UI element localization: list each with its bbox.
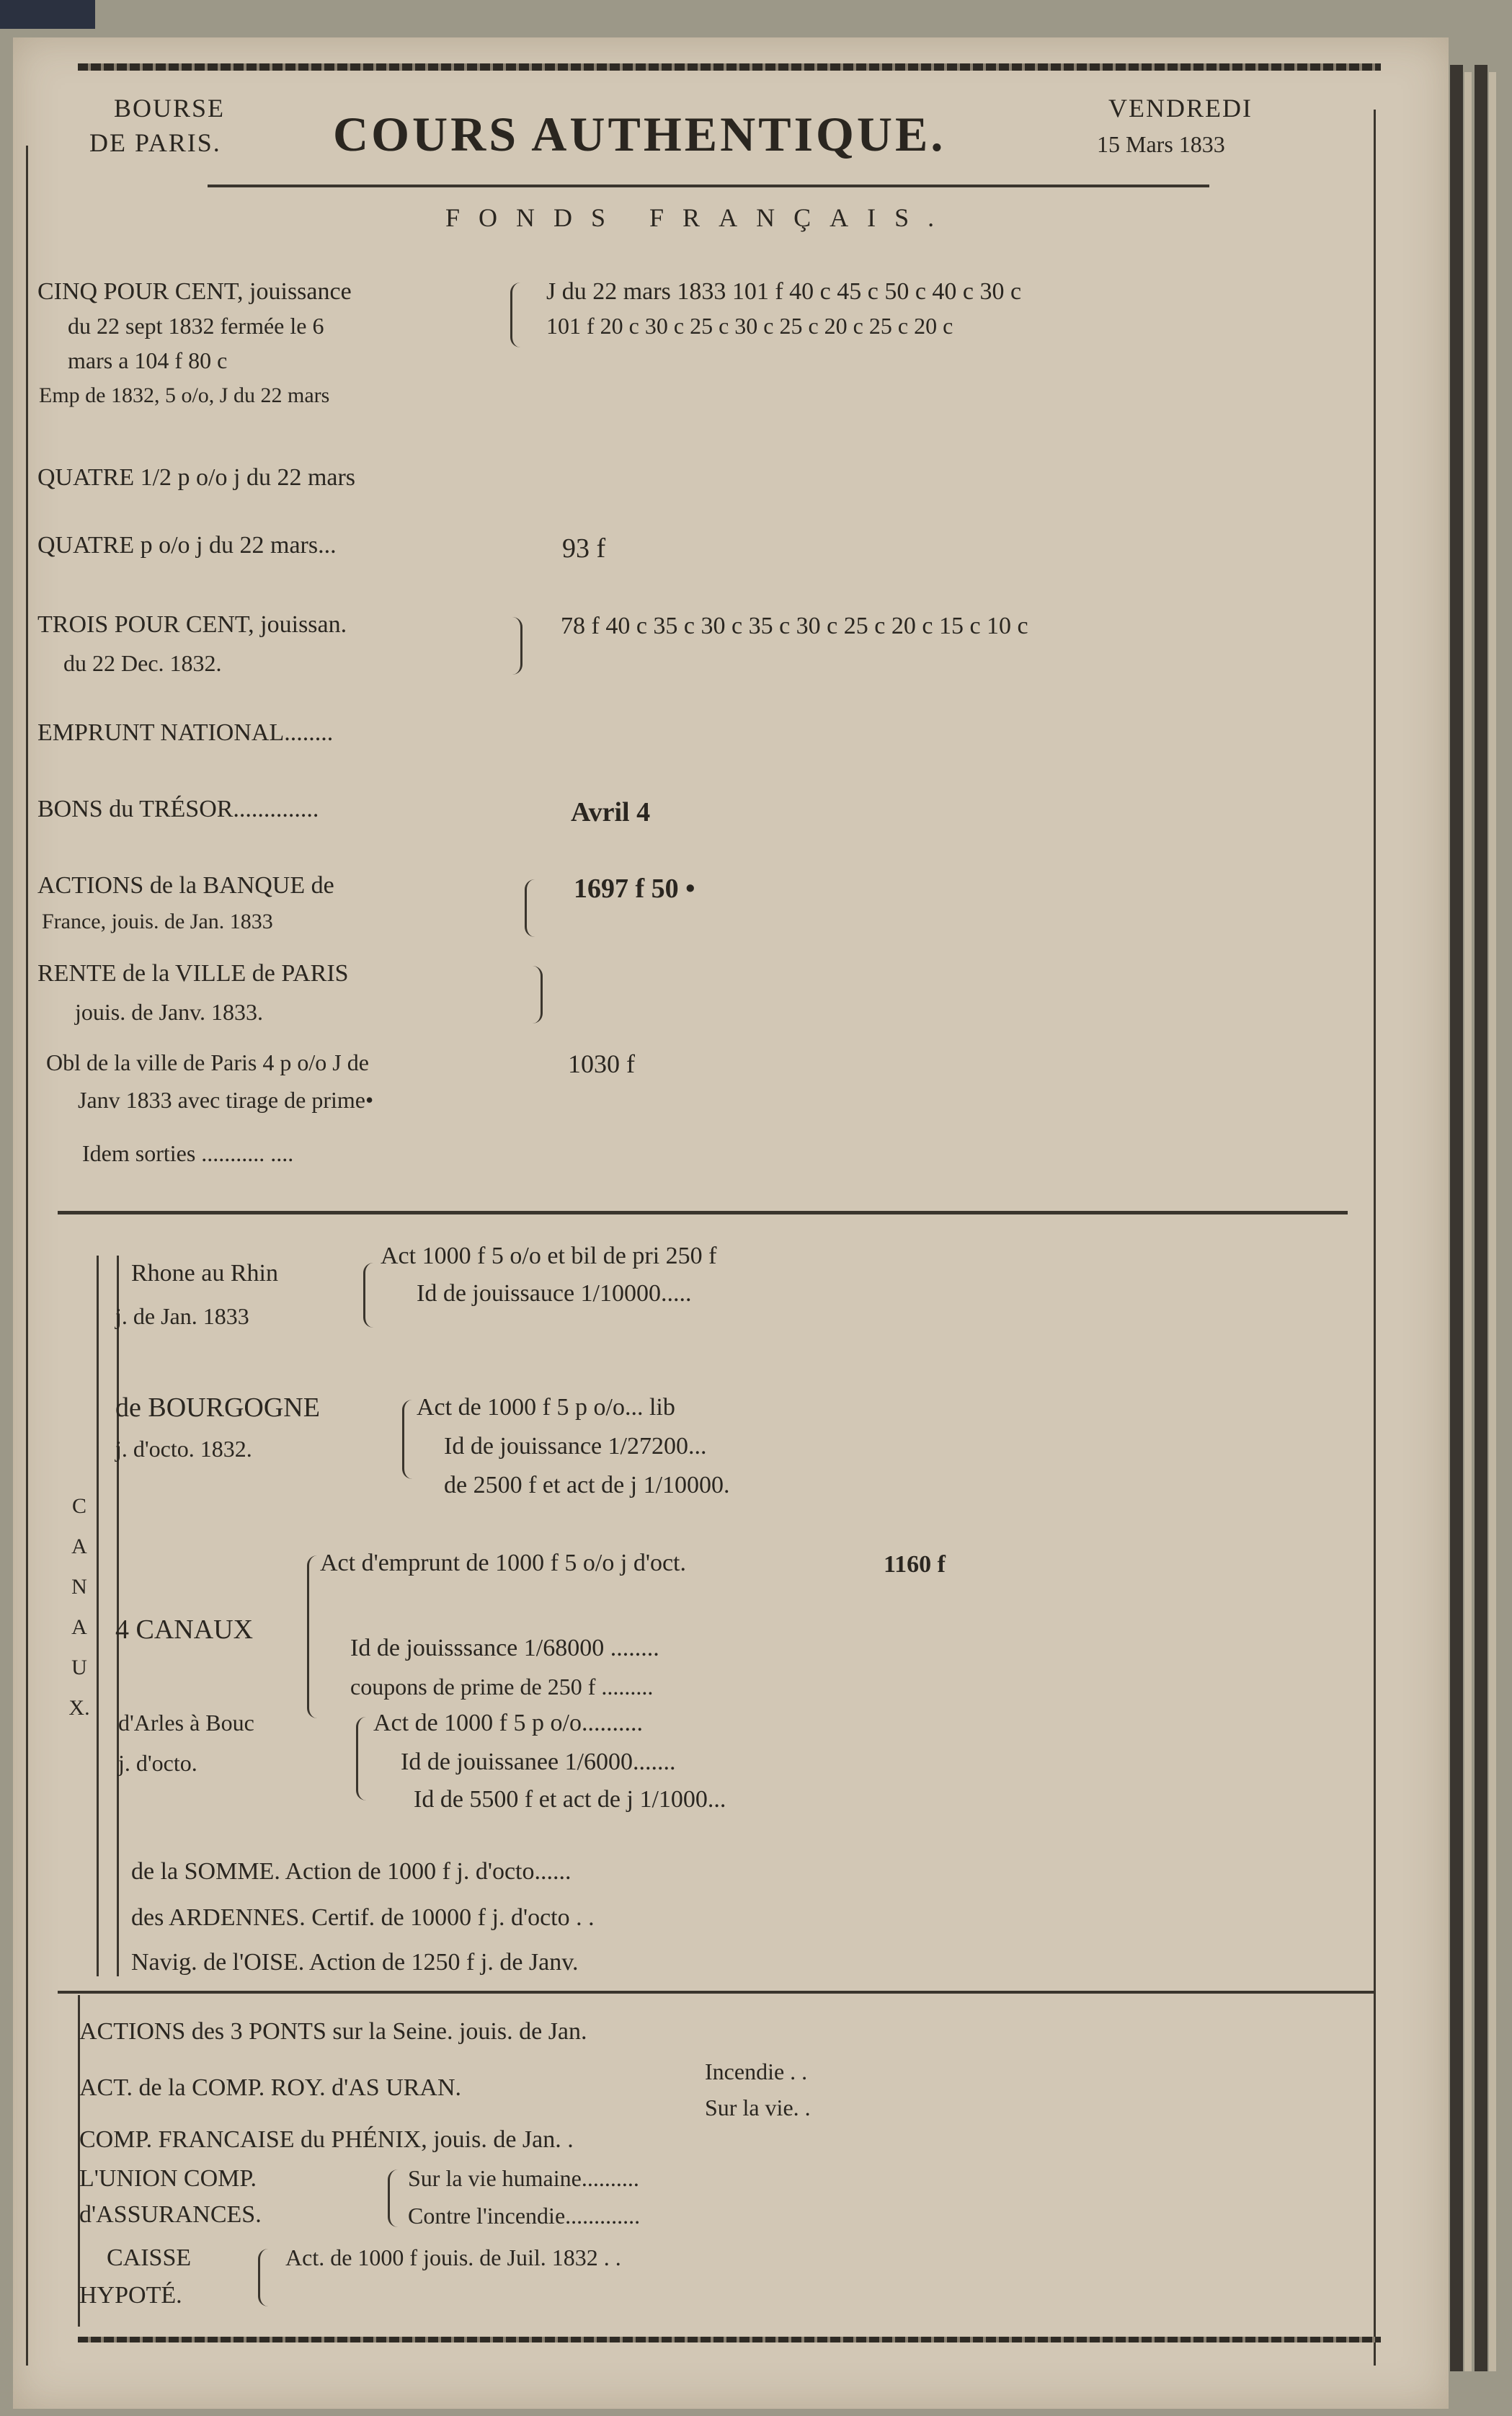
- union-incendie: Contre l'incendie.............: [408, 2203, 641, 2229]
- brace: [402, 1400, 414, 1479]
- rente-ville-paris-detail: jouis. de Janv. 1833.: [75, 999, 264, 1025]
- brace: [388, 2169, 400, 2227]
- section-title: FONDS FRANÇAIS.: [445, 203, 953, 232]
- brace: [530, 966, 543, 1023]
- arles-bouc-detail: j. d'octo.: [118, 1750, 197, 1776]
- obligations-paris-value: 1030 f: [568, 1049, 635, 1078]
- trois-pour-cent-quotes: 78 f 40 c 35 c 30 c 35 c 30 c 25 c 20 c 15 c 10 c: [561, 613, 1028, 639]
- header-left-line1: BOURSE: [114, 94, 226, 123]
- canal-oise-row: Navig. de l'OISE. Action de 1250 f j. de Janv.: [131, 1949, 579, 1976]
- newspaper-page: [13, 37, 1449, 2409]
- sur-la-vie-label: Sur la vie. .: [705, 2095, 811, 2120]
- book-edge: [1464, 72, 1472, 2371]
- caisse-detail: HYPOTÉ.: [79, 2282, 182, 2309]
- rhone-rhin-label: Rhone au Rhin: [131, 1260, 278, 1287]
- obligations-paris-label: Obl de la ville de Paris 4 p o/o J de: [46, 1049, 369, 1075]
- section-rule: [58, 1991, 1374, 1994]
- divers-rule: [78, 1995, 80, 2327]
- brace: [363, 1263, 375, 1328]
- section-rule: [58, 1211, 1348, 1214]
- bourgogne-action: Act de 1000 f 5 p o/o... lib: [417, 1394, 675, 1421]
- header-left-line2: DE PARIS.: [89, 128, 221, 157]
- bottom-ornament-rule: [78, 2337, 1381, 2342]
- trois-ponts-row: ACTIONS des 3 PONTS sur la Seine. jouis. de Jan.: [79, 2018, 587, 2045]
- quatre-canaux-price: 1160 f: [884, 1551, 946, 1578]
- arles-bouc-label: d'Arles à Bouc: [118, 1710, 254, 1736]
- incendie-label: Incendie . .: [705, 2059, 808, 2084]
- cinq-pour-cent-detail2: mars a 104 f 80 c: [68, 347, 228, 373]
- bourgogne-detail: j. d'octo. 1832.: [115, 1436, 252, 1462]
- emprunt-national-label: EMPRUNT NATIONAL........: [37, 719, 334, 746]
- cinq-pour-cent-quotes2: 101 f 20 c 30 c 25 c 30 c 25 c 20 c 25 c 20 c: [546, 313, 953, 339]
- trois-pour-cent-detail: du 22 Dec. 1832.: [63, 650, 222, 676]
- page-title: COURS AUTHENTIQUE.: [333, 107, 946, 161]
- phenix-row: COMP. FRANCAISE du PHÉNIX, jouis. de Jan. .: [79, 2126, 574, 2153]
- banque-france-label: ACTIONS de la BANQUE de: [37, 872, 334, 899]
- bourgogne-prime: de 2500 f et act de j 1/10000.: [444, 1472, 730, 1498]
- union-label: L'UNION COMP.: [79, 2165, 257, 2192]
- cinq-pour-cent-detail: du 22 sept 1832 fermée le 6: [68, 313, 324, 339]
- canal-somme-row: de la SOMME. Action de 1000 f j. d'octo......: [131, 1858, 572, 1885]
- union-detail: d'ASSURANCES.: [79, 2201, 262, 2228]
- brace: [525, 879, 537, 937]
- canal-ardennes-row: des ARDENNES. Certif. de 10000 f j. d'octo . .: [131, 1904, 595, 1931]
- arles-bouc-action: Act de 1000 f 5 p o/o..........: [373, 1710, 643, 1736]
- binding-spine: [0, 0, 95, 29]
- canaux-side-label: CANAUX.: [68, 1494, 90, 1720]
- header-right-line1: VENDREDI: [1108, 94, 1253, 123]
- title-rule: [208, 185, 1209, 187]
- quatre-canaux-jouissance: Id de jouisssance 1/68000 ........: [350, 1635, 659, 1661]
- quatre-demi-label: QUATRE 1/2 p o/o j du 22 mars: [37, 464, 356, 491]
- bons-tresor-value: Avril 4: [571, 797, 651, 827]
- quatre-canaux-emprunt: Act d'emprunt de 1000 f 5 o/o j d'oct.: [320, 1550, 686, 1576]
- book-edge: [1489, 72, 1496, 2371]
- header-date: 15 Mars 1833: [1097, 131, 1225, 157]
- compagnie-royale-row: ACT. de la COMP. ROY. d'AS URAN.: [79, 2074, 462, 2101]
- canaux-rule: [97, 1256, 99, 1976]
- quatre-canaux-label: 4 CANAUX: [115, 1615, 254, 1645]
- book-edge: [1450, 65, 1463, 2371]
- brace: [258, 2249, 270, 2306]
- bourgogne-jouissance: Id de jouissance 1/27200...: [444, 1433, 707, 1460]
- top-ornament-rule: [78, 63, 1381, 71]
- bourgogne-label: de BOURGOGNE: [115, 1393, 320, 1423]
- right-border: [1374, 110, 1376, 2366]
- quatre-value: 93 f: [562, 533, 606, 564]
- rhone-rhin-detail: j. de Jan. 1833: [115, 1303, 249, 1329]
- union-vie: Sur la vie humaine..........: [408, 2165, 639, 2191]
- caisse-label: CAISSE: [107, 2244, 192, 2271]
- obligations-paris-detail: Janv 1833 avec tirage de prime•: [78, 1087, 374, 1113]
- caisse-action: Act. de 1000 f jouis. de Juil. 1832 . .: [285, 2244, 621, 2270]
- book-edge: [1475, 65, 1487, 2371]
- banque-france-value: 1697 f 50 •: [574, 874, 695, 904]
- brace: [510, 617, 522, 675]
- brace: [307, 1555, 319, 1718]
- rhone-rhin-action: Act 1000 f 5 o/o et bil de pri 250 f: [381, 1243, 717, 1269]
- emprunt-1832-label: Emp de 1832, 5 o/o, J du 22 mars: [39, 383, 330, 407]
- banque-france-detail: France, jouis. de Jan. 1833: [42, 910, 273, 933]
- brace: [356, 1717, 368, 1800]
- bons-tresor-label: BONS du TRÉSOR..............: [37, 796, 319, 822]
- arles-bouc-jouissance: Id de jouissanee 1/6000.......: [401, 1749, 676, 1775]
- cinq-pour-cent-quotes: J du 22 mars 1833 101 f 40 c 45 c 50 c 40 c 30 c: [546, 278, 1022, 305]
- rente-ville-paris-label: RENTE de la VILLE de PARIS: [37, 960, 349, 987]
- quatre-label: QUATRE p o/o j du 22 mars...: [37, 532, 337, 559]
- left-border: [26, 146, 28, 2366]
- trois-pour-cent-label: TROIS POUR CENT, jouissan.: [37, 611, 347, 638]
- cinq-pour-cent-label: CINQ POUR CENT, jouissance: [37, 278, 352, 305]
- idem-sorties-label: Idem sorties ........... ....: [82, 1140, 294, 1166]
- arles-bouc-prime: Id de 5500 f et act de j 1/1000...: [414, 1786, 726, 1813]
- brace: [510, 283, 522, 347]
- quatre-canaux-coupons: coupons de prime de 250 f .........: [350, 1674, 654, 1700]
- rhone-rhin-jouissance: Id de jouissauce 1/10000.....: [417, 1280, 692, 1307]
